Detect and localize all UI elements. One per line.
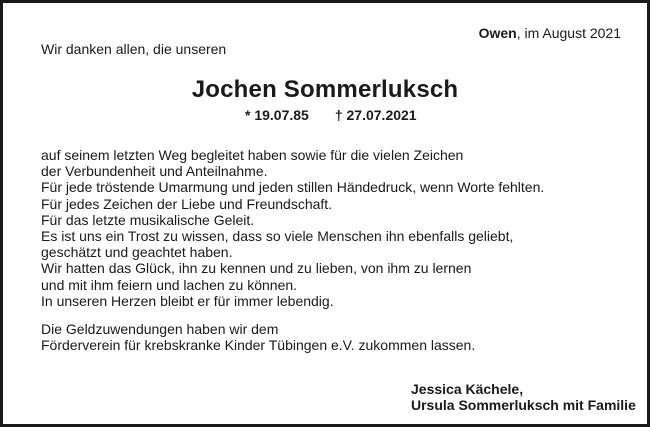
signature-line: Ursula Sommerluksch mit Familie <box>411 397 636 413</box>
body-line: auf seinem letzten Weg begleitet haben sowie für die vielen Zeichen <box>41 147 464 163</box>
body-line: Wir hatten das Glück, ihn zu kennen und zu lieben, von ihm zu lernen <box>41 260 472 277</box>
body-line: In unseren Herzen bleibt er für immer lebendig. <box>41 292 334 309</box>
body-line: geschätzt und geachtet haben. <box>41 244 233 261</box>
body-line: der Verbundenheit und Anteilnahme. <box>41 163 268 180</box>
donation-paragraph <box>41 321 475 353</box>
birth-date: * 19.07.85 <box>245 107 309 123</box>
body-line: Für das letzte musikalische Geleit. <box>41 211 255 228</box>
intro-text: Wir danken allen, die unseren <box>41 41 227 57</box>
donation-line: Förderverein für krebskranke Kinder Tübingen e.V. zukommen lassen. <box>41 337 476 354</box>
place-date-line <box>479 25 621 41</box>
deceased-name: Jochen Sommerluksch <box>191 76 459 103</box>
place-name: Owen <box>478 25 517 41</box>
signature-line: Jessica Kächele, <box>411 381 524 397</box>
donation-line: Die Geldzuwendungen haben wir dem <box>41 321 279 337</box>
body-line: Für jedes Zeichen der Liebe und Freundschaft. <box>41 195 333 212</box>
body-line: Für jede tröstende Umarmung und jeden stillen Händedruck, wenn Worte fehlten. <box>41 179 545 196</box>
notice-date: , im August 2021 <box>516 25 621 41</box>
life-dates <box>245 107 417 123</box>
body-line: und mit ihm feiern und lachen zu können. <box>41 276 298 293</box>
body-line: Es ist uns ein Trost zu wissen, dass so viele Menschen ihn ebenfalls geliebt, <box>41 228 514 245</box>
signature-block <box>411 381 636 413</box>
thanks-paragraph <box>41 147 544 309</box>
death-date: † 27.07.2021 <box>334 107 417 123</box>
